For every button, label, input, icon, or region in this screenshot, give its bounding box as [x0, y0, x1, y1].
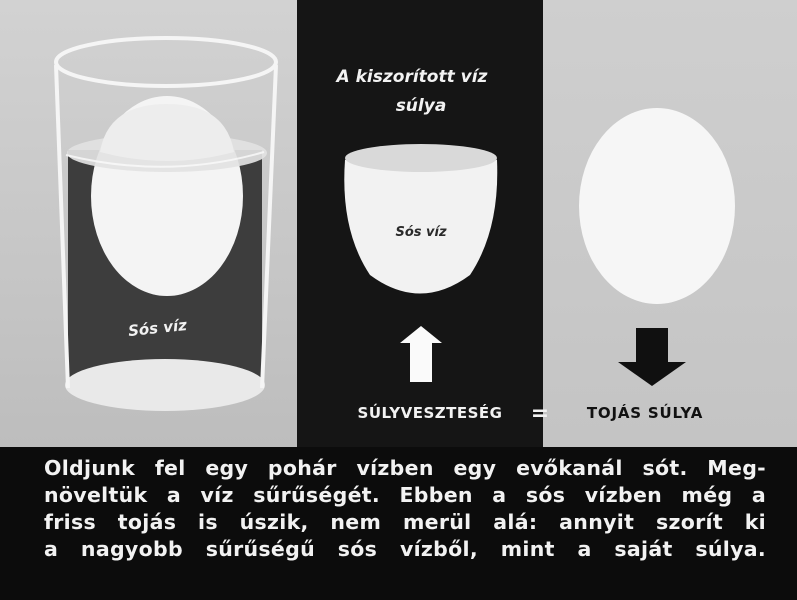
displaced-water-group	[335, 67, 498, 382]
caption-line-2: növeltük a víz sűrűségét. Ebben a sós vízben még a	[44, 483, 766, 507]
weight-loss-term: SÚLYVESZTESÉG	[357, 404, 503, 422]
glass-label: Sós víz	[127, 315, 188, 341]
displaced-title-line1: A kiszorított víz	[336, 67, 488, 87]
equals-sign: =	[530, 401, 550, 426]
caption-line-4: a nagyobb sűrűségű sós vízből, mint a saját súlya.	[44, 537, 766, 561]
cup-label: Sós víz	[395, 225, 447, 240]
egg-weight-group	[579, 108, 735, 386]
glass-rim	[56, 38, 276, 86]
displaced-title-line2: súlya	[395, 96, 447, 116]
glass-with-egg	[56, 38, 276, 411]
caption-text	[44, 455, 766, 563]
egg-weight-term: TOJÁS SÚLYA	[586, 404, 704, 422]
up-arrow-icon	[400, 326, 442, 382]
caption-line-3: friss tojás is úszik, nem merül alá: annyit szorít ki	[44, 510, 766, 534]
egg	[579, 108, 735, 304]
down-arrow-icon	[618, 328, 686, 386]
formula	[358, 401, 704, 426]
caption-line-1: Oldjunk fel egy pohár vízben egy evőkanál sót. Meg-	[44, 456, 766, 480]
glass-bottom	[65, 359, 265, 411]
